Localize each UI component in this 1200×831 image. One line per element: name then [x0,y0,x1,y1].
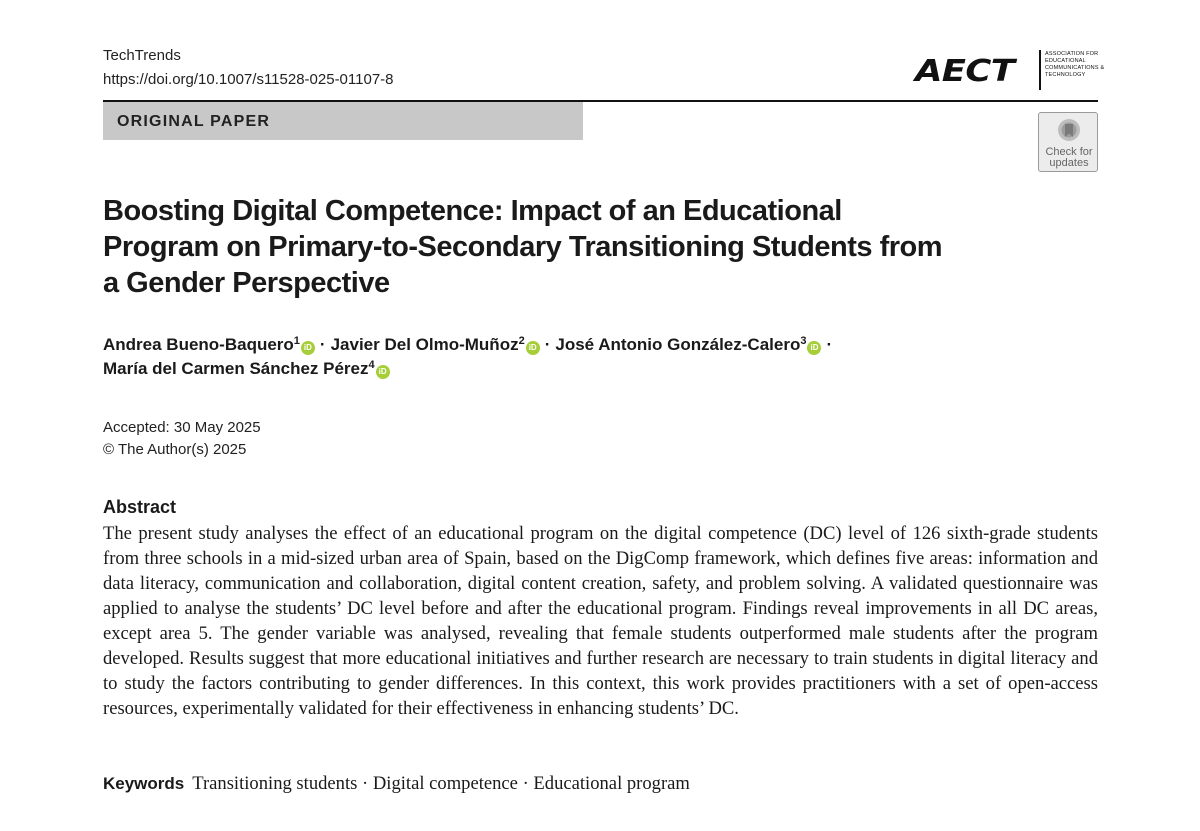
author[interactable] [331,335,540,354]
author-separator: · [826,335,833,354]
author-name: Javier Del Olmo-Muñoz [330,335,519,354]
author[interactable] [103,359,390,378]
journal-name: TechTrends [103,47,181,64]
affiliation-number: 2 [518,335,525,347]
article-type-label: ORIGINAL PAPER [117,113,271,130]
aect-logo[interactable] [915,47,1105,91]
paper-title: Boosting Digital Competence: Impact of an Educational Program on Primary-to-Secondary Transitioning Students from a Gender Perspective [103,195,943,299]
abstract-text: The present study analyses the effect of an educational program on the digital competence (DC) level of 126 sixth-grade students from three schools in a mid-sized urban area of Spain, based on the DigComp framework, which defines five areas: information and data literacy, communication and collaboration, digital content creation, safety, and problem solving. A validated questionnaire was applied to analyse the students’ DC level before and after the educational program. Findings reveal improvements in all DC areas, except area 5. The gender variable was analysed, revealing that female students outperformed male students after the program developed. Results suggest that more educational initiatives and further research are necessary to train students in digital literacy and to study the factors contributing to gender differences. In this context, this work provides practitioners with a set of open-access resources, experimentally validated for their effectiveness in enhancing students’ DC. [103,523,1098,719]
author[interactable] [555,335,821,354]
keywords-label: Keywords [103,774,185,793]
abstract-heading: Abstract [103,497,177,517]
orcid-icon[interactable]: iD [526,341,540,355]
author-name: Andrea Bueno-Baquero [103,335,294,354]
author-name: José Antonio González-Calero [555,335,801,354]
author-separator: · [319,335,326,354]
affiliation-number: 1 [293,335,300,347]
bookmark-icon [1056,118,1082,146]
check-updates-line1: Check for [1045,146,1093,158]
logo-mark: AECT [915,54,1015,89]
check-for-updates-button[interactable] [1038,112,1098,172]
keywords-text: Transitioning students · Digital competence · Educational program [192,773,690,794]
orcid-icon[interactable]: iD [376,365,390,379]
affiliation-number: 4 [368,359,375,371]
orcid-icon[interactable]: iD [301,341,315,355]
author-name: María del Carmen Sánchez Pérez [103,359,369,378]
check-updates-line2: updates [1049,157,1089,169]
copyright-notice: © The Author(s) 2025 [103,441,247,458]
accepted-date: Accepted: 30 May 2025 [103,419,261,436]
orcid-icon[interactable]: iD [807,341,821,355]
keywords [103,771,690,796]
article-type-band [103,102,583,140]
author-separator: · [544,335,551,354]
logo-divider [1039,50,1041,90]
author-list [103,333,1003,381]
logo-subtitle: ASSOCIATION FOR EDUCATIONAL COMMUNICATIONS & TECHNOLOGY [1045,51,1105,78]
author[interactable] [103,335,315,354]
affiliation-number: 3 [800,335,807,347]
check-updates-text [1039,147,1099,169]
doi-link[interactable]: https://doi.org/10.1007/s11528-025-01107-8 [103,71,394,88]
